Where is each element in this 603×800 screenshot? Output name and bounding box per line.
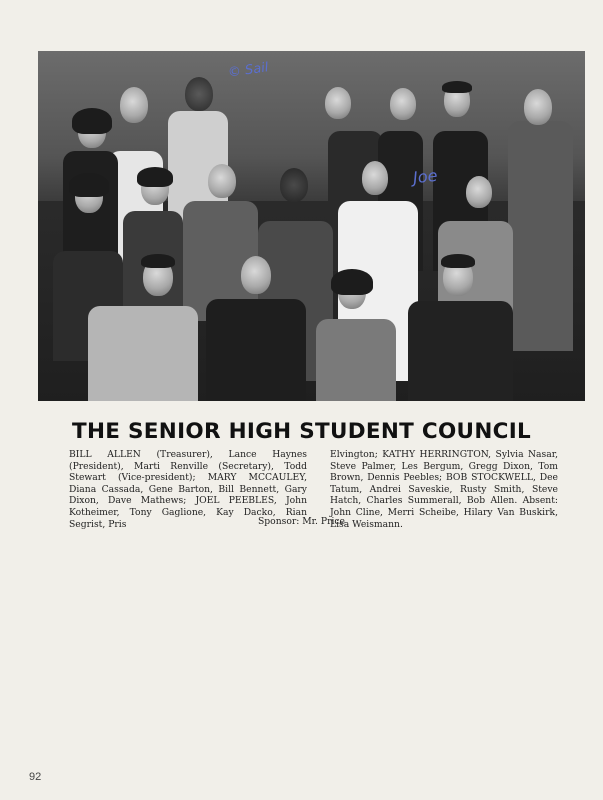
page-number: 92 [29, 771, 42, 783]
handwritten-signature: Joe [412, 165, 439, 188]
person-hair [441, 254, 475, 268]
person-hair [137, 167, 173, 187]
person-head [208, 164, 236, 198]
caption-right-column: Elvington; KATHY HERRINGTON, Sylvia Nasar, Steve Palmer, Les Bergum, Gregg Dixon, Tom Brown, Dennis Peebles; BOB STOCKWELL, Dee Tatum, Andrei Saveskie, Rusty Smith, Steve Hatch, Charles Summerall, Bob Allen. Absent: John Cline, Merri Scheibe, Hilary Van Buskirk, Lisa Weismann. [330, 449, 558, 530]
person-hair [69, 173, 109, 197]
handwritten-signature: © Sail [227, 60, 270, 81]
person-hair [141, 254, 175, 268]
person-figure [408, 301, 513, 401]
person-head [390, 88, 416, 120]
person-hair [331, 269, 373, 295]
person-head [325, 87, 351, 119]
person-head [362, 161, 388, 195]
caption-left-column: BILL ALLEN (Treasurer), Lance Haynes (President), Marti Renville (Secretary), Todd Stewart (Vice-president); MARY MCCAULEY, Diana Cassada, Gene Barton, Bill Bennett, Gary Dixon, Dave Mathews; JOEL PEEBLES, John Kotheimer, Tony Gaglione, Kay Dacko, Rian Segrist, Pris [69, 449, 307, 530]
person-head [120, 87, 148, 123]
person-hair [442, 81, 472, 93]
person-figure [508, 121, 573, 351]
person-figure [316, 319, 396, 401]
person-head [280, 168, 308, 202]
person-figure [206, 299, 306, 401]
person-hair [72, 108, 112, 134]
sponsor-line: Sponsor: Mr. Price [257, 516, 345, 527]
person-head [185, 77, 213, 111]
person-head [241, 256, 271, 294]
person-head [466, 176, 492, 208]
group-photo [38, 51, 585, 401]
person-figure [88, 306, 198, 401]
page-title: THE SENIOR HIGH STUDENT COUNCIL [71, 419, 531, 444]
person-head [524, 89, 552, 125]
